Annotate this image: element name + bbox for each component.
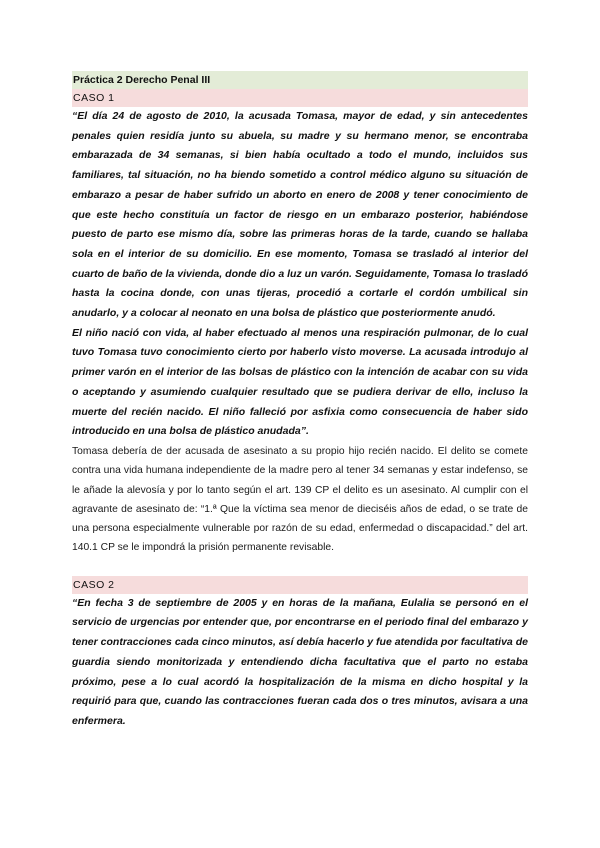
case-1-quote-paragraph-2: El niño nació con vida, al haber efectuado al menos una respiración pulmonar, de lo cual tuvo Tomasa tuvo conocimiento cierto por haberlo visto moverse. La acusada introdujo al primer varón en el interior de las bolsas de plástico con la intención de acabar con su vida o aceptando y asumiendo cualquier resultado que se pudiera derivar de ello, incluso la muerte del recién nacido. El niño falleció por asfixia como consecuencia de haber sido introducido en una bolsa de plástico anudada”. xyxy=(72,326,528,438)
case-1-answer: Tomasa debería de der acusada de asesinato a su propio hijo recién nacido. El delito se comete contra una vida humana independiente de la madre pero al tener 34 semanas y estar indefenso, se le añade la alevosía y por lo tanto según el art. 139 CP el delito es un asesinato. Al cumplir con el agravante de asesinato de: “1.ª Que la víctima sea menor de dieciséis años de edad, o se trate de una persona especialmente vulnerable por razón de su edad, enfermedad o discapacidad.” del art. 140.1 CP se le impondrá la prisión permanente revisable. xyxy=(72,445,528,554)
document-title: Práctica 2 Derecho Penal III xyxy=(72,71,528,89)
case-2-label: CASO 2 xyxy=(72,576,528,594)
case-1-label: CASO 1 xyxy=(72,89,528,107)
case-2-quote: “En fecha 3 de septiembre de 2005 y en horas de la mañana, Eulalia se personó en el servicio de urgencias por entender que, por encontrarse en el periodo final del embarazo y tener contracciones cada cinco minutos, así debía hacerlo y fue atendida por facultativa de guardia siendo monitorizada y entendiendo dicha facultativa que el parto no estaba próximo, pese a lo cual acordó la hospitalización de la misma en dicho hospital y la requirió para que, cuando las contracciones fueran cada dos o tres minutos, avisara a una enfermera. xyxy=(72,596,528,727)
document-content xyxy=(72,71,528,732)
case-1-quote-paragraph-1: “El día 24 de agosto de 2010, la acusada Tomasa, mayor de edad, y sin antecedentes penales quien residía junto su abuela, su madre y su hermano menor, se encontraba embarazada de 34 semanas, si bien había ocultado a todo el mundo, incluidos sus familiares, tal situación, no ha biendo sometido a control médico alguno su situación de embarazo a pesar de haber sufrido un aborto en enero de 2008 y tener conocimiento de que este hecho constituía un factor de riesgo en un embarazo posterior, habiéndose puesto de parto ese mismo día, sobre las primeras horas de la tarde, cuando se hallaba sola en el interior de su domicilio. En ese momento, Tomasa se trasladó al interior del cuarto de baño de la vivienda, donde dio a luz un varón. Seguidamente, Tomasa lo trasladó hasta la cocina donde, con unas tijeras, procedió a cortarle el cordón umbilical sin anudarlo, y a colocar al neonato en una bolsa de plástico que posteriormente anudó. xyxy=(72,110,528,320)
